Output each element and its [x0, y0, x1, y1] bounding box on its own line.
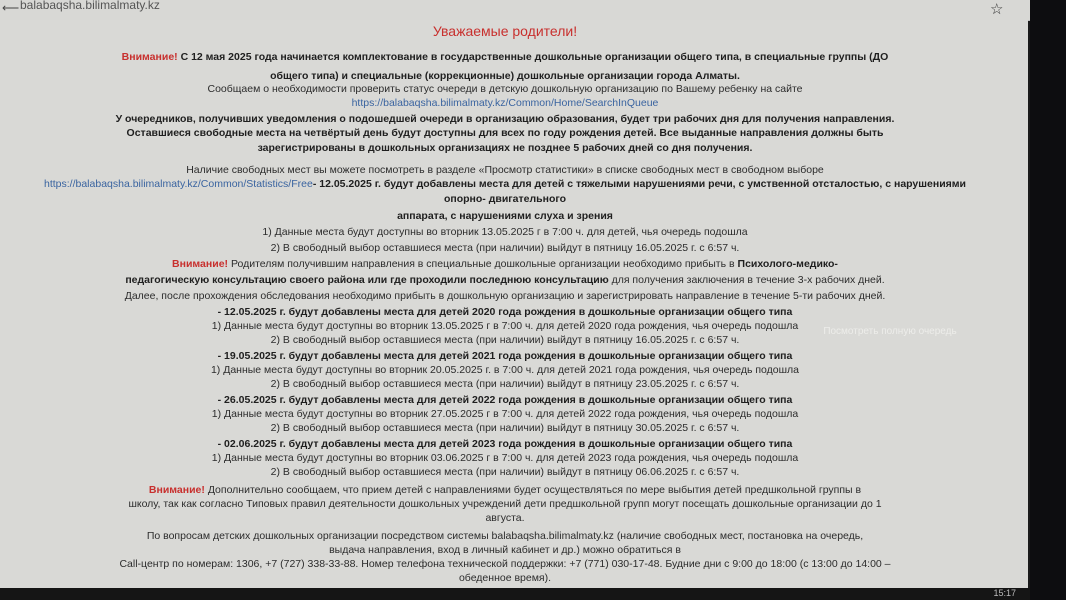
notice-text: Оставшиеся свободные места на четвёртый день будут доступны для всех по году рождения детей. Все выданные направления должны быть: [126, 127, 884, 139]
bookmark-star-icon[interactable]: ☆: [990, 1, 1004, 18]
notice-text: зарегистрированы в дошкольных организациях не позднее 5 рабочих дней со дня получения.: [257, 142, 753, 154]
notice-text: 1) Данные места будут доступны во вторник 03.06.2025 г в 7:00 ч. для детей 2023 года рождения, чья очередь подошла: [211, 452, 799, 464]
notice-text: 2) В свободный выбор оставшиеся места (при наличии) выйдут в пятницу 06.06.2025 г. с 6:57 ч.: [270, 466, 740, 478]
notice-text: - 12.05.2025 г. будут добавлены места для детей 2020 года рождения в дошкольные организации общего типа: [217, 306, 793, 318]
notice-text: 2) В свободный выбор оставшиеся места (при наличии) выйдут в пятницу 16.05.2025 г. с 6:57 ч.: [270, 242, 740, 254]
notice-line: [10, 164, 1000, 177]
notice-line: [10, 306, 1000, 319]
notice-line: [10, 83, 1000, 96]
notice-text: 1) Данные места будут доступны во вторник 13.05.2025 г в 7:00 ч. для детей 2020 года рождения, чья очередь подошла: [211, 320, 799, 332]
notice-text: С 12 мая 2025 года начинается комплектование в государственные дошкольные организации общего типа, в специальные группы (: [180, 51, 873, 63]
notice-text: аппарата, с нарушениями слуха и зрения: [397, 210, 613, 222]
notice-text: школу, так как согласно Типовых правил деятельности дошкольных учреждений дети предшкольной групп могут посещать дошкольные организации до 1: [128, 498, 882, 510]
notice-line: [10, 51, 1000, 64]
notice-text: педагогическую консультацию своего района или где проходили последнюю консультацию: [125, 274, 612, 286]
attention-label: Внимание!: [148, 484, 208, 496]
notice-text: общего типа: [270, 70, 336, 82]
notice-text: 2) В свободный выбор оставшиеся места (при наличии) выйдут в пятницу 16.05.2025 г. с 6:57 ч.: [270, 334, 740, 346]
notice-line: [10, 466, 1000, 479]
notice-line: [10, 127, 1000, 140]
notice-line: [10, 498, 1000, 511]
notice-line: [10, 512, 1000, 525]
page-title: Уважаемые родители!: [432, 23, 578, 39]
notice-text: 2) В свободный выбор оставшиеся места (при наличии) выйдут в пятницу 30.05.2025 г. с 6:57 ч.: [270, 422, 740, 434]
notice-line: [10, 408, 1000, 421]
notice-line: [10, 544, 1000, 557]
notice-text: 1) Данные места будут доступны во вторник 13.05.2025 г в 7:00 ч. для детей, чья очередь подошла: [262, 226, 748, 238]
notice-line: [10, 484, 1000, 497]
notice-text: обеденное время).: [458, 572, 552, 584]
notice-line: [10, 394, 1000, 407]
notice-text: По вопросам детских дошкольных организации посредством системы balabaqsha.bilimalmaty.kz (наличие свободных мест, постановка на очередь,: [146, 530, 864, 542]
notice-text: 2) В свободный выбор оставшиеся места (при наличии) выйдут в пятницу 23.05.2025 г. с 6:57 ч.: [270, 378, 740, 390]
notice-line: [10, 226, 1000, 239]
notice-line: [10, 210, 1000, 223]
notice-text: 1) Данные места будут доступны во вторник 20.05.2025 г. в 7:00 ч. для детей 2021 года рождения, чья очередь подошла: [210, 364, 800, 376]
notice-line: [10, 70, 1000, 83]
notice-text: ) и специальные (коррекционные) дошкольные организации города Алматы.: [335, 70, 740, 82]
url-text[interactable]: balabaqsha.bilimalmaty.kz: [20, 0, 160, 12]
notice-line: [10, 572, 1000, 585]
notice-line: [10, 142, 1000, 155]
notice-text: августа.: [485, 512, 525, 524]
notice-line: [10, 558, 1000, 571]
notice-line: [10, 274, 1000, 287]
notice-text: - 26.05.2025 г. будут добавлены места для детей 2022 года рождения в дошкольные организации общего типа: [217, 394, 793, 406]
notice-line: [10, 438, 1000, 451]
notice-text: У очередников, получивших уведомления о подошедшей очереди в организацию образования, будет три рабочих дня для получения направления.: [115, 113, 895, 125]
notice-line: [10, 452, 1000, 465]
notice-text: Далее, после прохождения обследования необходимо прибыть в дошкольную организацию и зарегистрировать направление в течение 5-ти рабочих дней.: [124, 290, 886, 302]
notice-text: для получения заключения в течение 3-х рабочих дней.: [611, 274, 885, 286]
view-queue-watermark: Посмотреть полную очередь: [823, 326, 957, 337]
notice-text: Call-центр по номерам: 1306, +7 (727) 338-33-88. Номер телефона технической поддержки: +7 (771) 030-17-48. Будние дни с 9:00 до 18:00 (с 13:00 до 14:00 –: [119, 558, 891, 570]
notice-text: Психолого-медико-: [737, 258, 838, 270]
notice-line: [10, 193, 1000, 206]
notice-line: [10, 258, 1000, 271]
notice-line: [10, 350, 1000, 363]
notice-line: [10, 364, 1000, 377]
notice-text: Сообщаем о необходимости проверить статус очереди в детскую дошкольную организацию по Вашему ребенку на сайте: [207, 83, 803, 95]
url-link[interactable]: https://balabaqsha.bilimalmaty.kz/Common/Home/SearchInQueue: [351, 97, 659, 109]
attention-label: Внимание!: [172, 258, 231, 270]
taskbar: [0, 588, 1030, 600]
notice-line: [10, 378, 1000, 391]
notice-text: Дополнительно сообщаем, что прием детей с направлениями будет осуществляться по мере выбытия детей предшкольной группы в: [207, 484, 862, 496]
notice-text: Родителям получившим направления в специальные дошкольные организации необходимо прибыть в: [230, 258, 738, 270]
notice-line: [10, 242, 1000, 255]
notice-text: - 19.05.2025 г. будут добавлены места для детей 2021 года рождения в дошкольные организации общего типа: [217, 350, 793, 362]
notice-line: [10, 530, 1000, 543]
attention-label: Внимание!: [121, 51, 181, 63]
url-link[interactable]: https://balabaqsha.bilimalmaty.kz/Common/Statistics/Free: [43, 178, 313, 190]
notice-line: [10, 178, 1000, 191]
notice-line: [10, 290, 1000, 303]
notice-text: ДО: [872, 51, 889, 63]
notice-text: 1) Данные места будут доступны во вторник 27.05.2025 г в 7:00 ч. для детей 2022 года рождения, чья очередь подошла: [211, 408, 799, 420]
notice-text: выдача направления, вход в личный кабинет и др.) можно обратиться в: [329, 544, 681, 556]
notice-text: опорно- двигательного: [443, 193, 567, 205]
notice-text: - 02.06.2025 г. будут добавлены места для детей 2023 года рождения в дошкольные организации общего типа: [217, 438, 793, 450]
notice-line: [10, 97, 1000, 110]
back-arrow-icon[interactable]: ⟵: [2, 1, 20, 15]
notice-line: [10, 422, 1000, 435]
page-content: [0, 20, 1028, 588]
side-panel: [1030, 0, 1066, 600]
notice-text: Наличие свободных мест вы можете посмотреть в разделе «Просмотр статистики» в списке свободных мест в свободном выборе: [186, 164, 824, 176]
notice-line: [10, 113, 1000, 126]
notice-text: - 12.05.2025 г. будут добавлены места для детей с тяжелыми нарушениями речи, с умственной отсталостью, с нарушениями: [312, 178, 967, 190]
browser-address-bar: [0, 0, 1030, 21]
clock-time: 15:17: [993, 588, 1016, 598]
